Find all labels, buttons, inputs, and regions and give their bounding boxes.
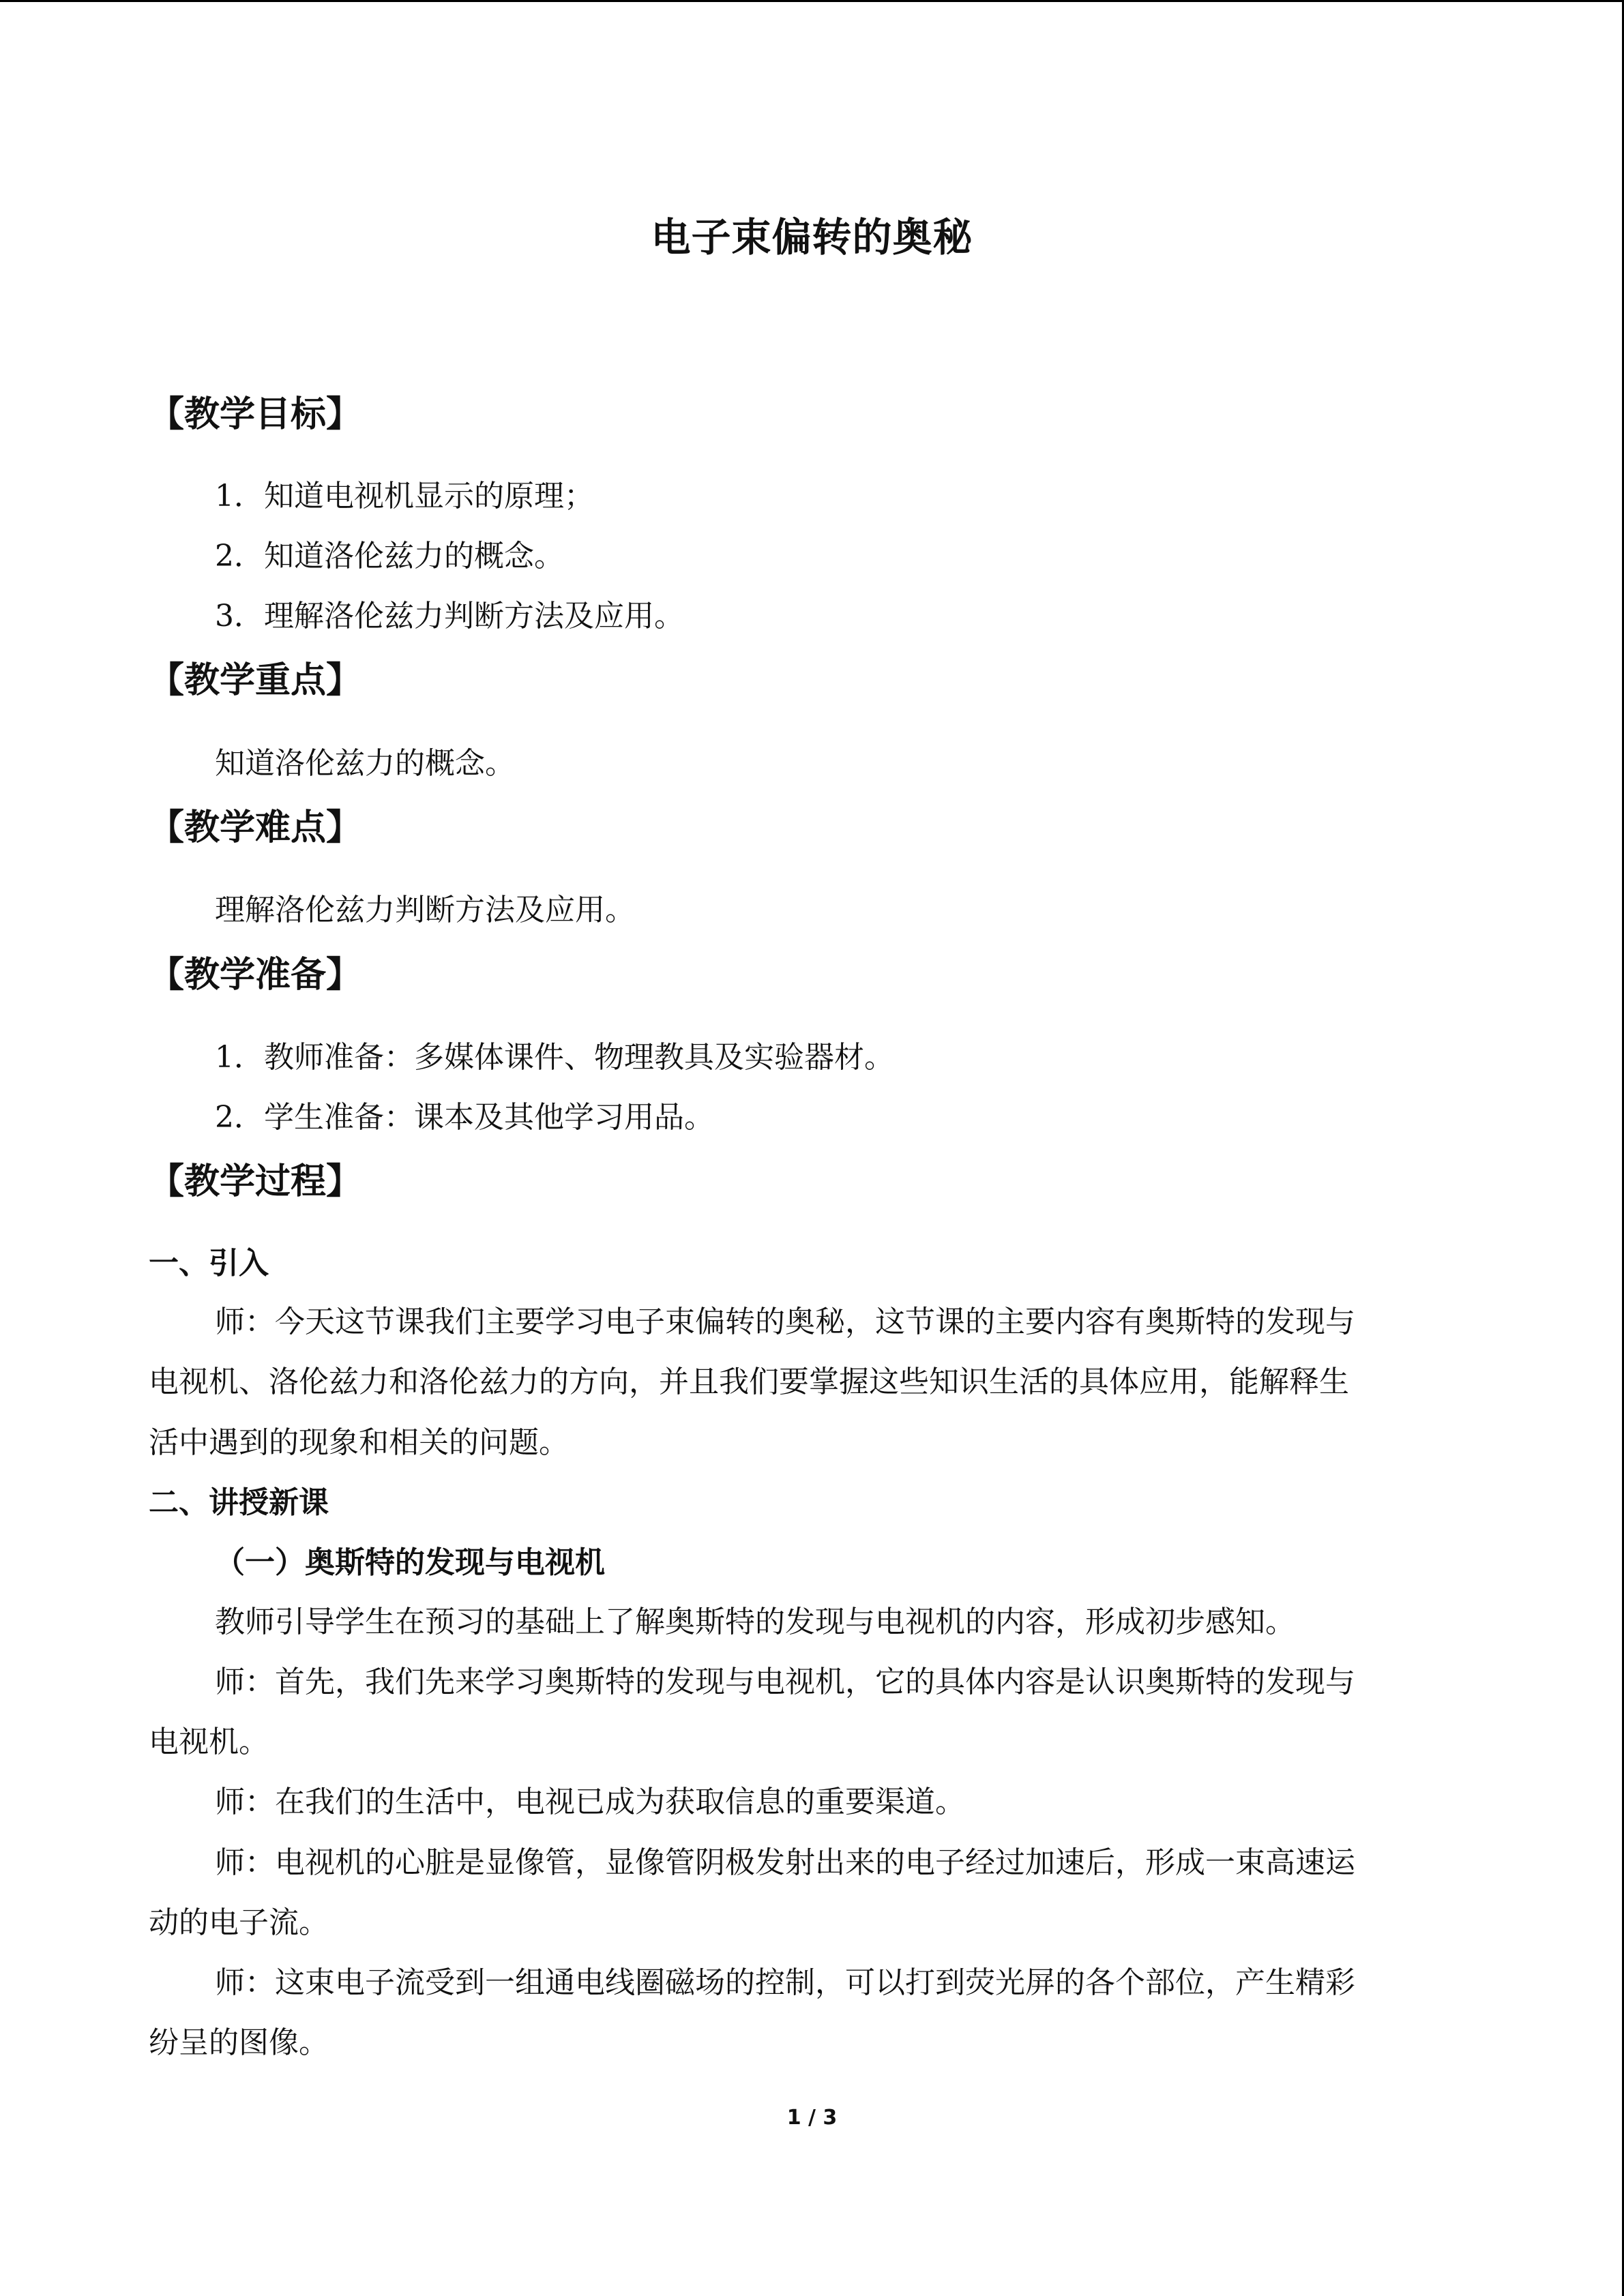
- document-title: 电子束偏转的奥秘: [651, 214, 973, 260]
- section-heading-objectives: 【教学目标】: [149, 394, 362, 435]
- section-heading-difficulties: 【教学难点】: [149, 807, 362, 848]
- paragraph-line: 师：在我们的生活中，电视已成为获取信息的重要渠道。: [215, 1785, 965, 1819]
- section-heading-key-points: 【教学重点】: [149, 660, 362, 701]
- objective-item-2: 2．知道洛伦兹力的概念。: [215, 539, 564, 573]
- difficulties-text: 理解洛伦兹力判断方法及应用。: [215, 893, 635, 927]
- section-heading-preparation: 【教学准备】: [149, 955, 362, 996]
- paragraph-line: 师：今天这节课我们主要学习电子束偏转的奥秘，这节课的主要内容有奥斯特的发现与: [215, 1304, 1355, 1339]
- page-number: 1 / 3: [786, 2106, 838, 2130]
- process-part1-heading: 一、引入: [149, 1246, 269, 1281]
- objective-item-1: 1．知道电视机显示的原理；: [215, 479, 594, 513]
- paragraph-line: 师：这束电子流受到一组通电线圈磁场的控制，可以打到荧光屏的各个部位，产生精彩: [215, 1965, 1355, 2000]
- process-part2-subheading: （一）奥斯特的发现与电视机: [215, 1545, 605, 1580]
- key-points-text: 知道洛伦兹力的概念。: [215, 746, 515, 781]
- paragraph-line: 教师引导学生在预习的基础上了解奥斯特的发现与电视机的内容，形成初步感知。: [215, 1605, 1295, 1639]
- paragraph-line: 师：电视机的心脏是显像管，显像管阴极发射出来的电子经过加速后，形成一束高速运: [215, 1845, 1355, 1880]
- paragraph-line: 电视机、洛伦兹力和洛伦兹力的方向，并且我们要掌握这些知识生活的具体应用，能解释生: [149, 1365, 1349, 1399]
- section-heading-process: 【教学过程】: [149, 1161, 362, 1202]
- preparation-item-1: 1．教师准备：多媒体课件、物理教具及实验器材。: [215, 1040, 894, 1075]
- paragraph-line: 动的电子流。: [149, 1905, 329, 1940]
- paragraph-line: 纷呈的图像。: [149, 2025, 329, 2060]
- paragraph-line: 师：首先，我们先来学习奥斯特的发现与电视机，它的具体内容是认识奥斯特的发现与: [215, 1665, 1355, 1699]
- preparation-item-2: 2．学生准备：课本及其他学习用品。: [215, 1100, 714, 1135]
- objective-item-3: 3．理解洛伦兹力判断方法及应用。: [215, 599, 684, 633]
- paragraph-line: 电视机。: [149, 1725, 269, 1759]
- process-part2-heading: 二、讲授新课: [149, 1485, 329, 1520]
- paragraph-line: 活中遇到的现象和相关的问题。: [149, 1425, 569, 1460]
